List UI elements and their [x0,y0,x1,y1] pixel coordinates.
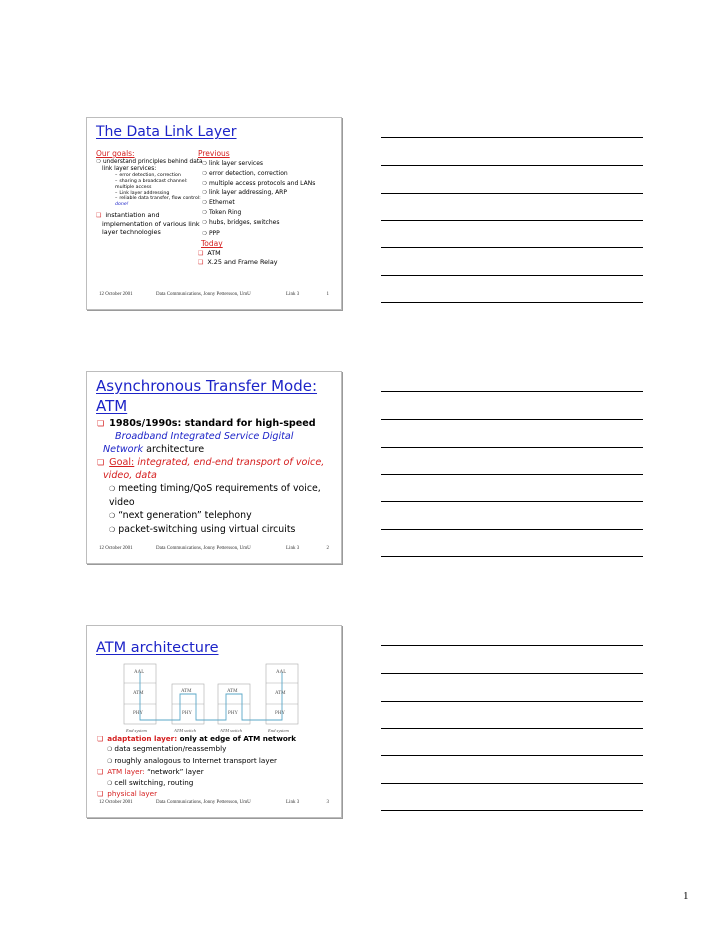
footer-link: Link 3 [286,546,300,551]
previous-item: ❍ link layer addressing, ARP [198,188,336,198]
previous-header: Previous [198,149,230,158]
previous-item: ❍ multiple access protocols and LANs [198,180,336,188]
atm-label: ATM [227,689,238,694]
footer-course: Data Communications, Jonny Pettersson, UmU [156,292,251,297]
goal-subitem: – error detection, correction [96,173,204,179]
phy-label: PHY [228,711,239,716]
footer-date: 12 October 2001 [99,800,133,805]
note-line [381,419,643,420]
page-number: 1 [683,890,689,902]
note-line [381,165,643,166]
note-line [381,556,643,557]
note-line [381,728,643,729]
today-item: ❏ ATM [198,249,336,258]
slide-title: The Data Link Layer [96,124,237,140]
footer-course: Data Communications, Jonny Pettersson, UmU [156,546,251,551]
slide-2 [86,371,342,564]
footer-link: Link 3 [286,292,300,297]
sub-bullet: ❍ “next generation” telephony [97,509,333,523]
node-label: End system [126,728,147,733]
previous-item: ❍ PPP [198,229,336,239]
phy-label: PHY [133,711,144,716]
note-line [381,302,643,303]
previous-item: ❍ error detection, correction [198,169,336,179]
node-label: End system [268,728,289,733]
note-line [381,810,643,811]
slide-footer [99,546,329,556]
bullet-item: ❏ physical layer [97,789,337,799]
goal-subitem: – sharing a broadcast channel: multiple access [96,179,204,190]
sub-bullet: ❍ packet-switching using virtual circuits [97,523,333,537]
sub-bullet: ❍ cell switching, routing [97,778,337,789]
previous-item: ❍ Token Ring [198,208,336,218]
previous-item: ❍ hubs, bridges, switches [198,218,336,228]
slide-3 [86,625,342,818]
footer-date: 12 October 2001 [99,546,133,551]
note-line [381,391,643,392]
atm-label: ATM [275,691,286,696]
node-label: ATM switch [220,728,242,733]
note-line [381,529,643,530]
slide-footer [99,800,329,810]
bullet-item: ❏ ATM layer: “network” layer [97,767,337,777]
previous-item: ❍ Ethernet [198,198,336,208]
slide-body [97,417,333,537]
footer-link: Link 3 [286,800,300,805]
bullet-item: ❏ Goal: integrated, end-end transport of voice, video, data [97,456,333,482]
goal-item: ❏ instantiation and implementation of various link layer technologies [96,211,204,236]
note-line [381,247,643,248]
note-line [381,447,643,448]
note-line [381,783,643,784]
slide-title: Asynchronous Transfer Mode: ATM [96,377,318,415]
aal-label: AAL [134,670,145,675]
slide-1 [86,117,342,310]
goal-item: ❍ understand principles behind data link layer services: [96,159,204,173]
note-line [381,701,643,702]
sub-bullet: ❍ data segmentation/reassembly [97,744,337,755]
slide-body [97,734,337,799]
footer-slide-number: 1 [326,292,329,297]
sub-bullet: ❍ meeting timing/QoS requirements of voice, video [97,482,333,509]
slide-title: ATM architecture [96,640,219,656]
atm-architecture-diagram [120,662,302,734]
bullet-item: ❏ adaptation layer: only at edge of ATM network [97,734,337,744]
atm-label: ATM [133,691,144,696]
footer-slide-number: 3 [326,800,329,805]
goal-subitem: – Link layer addressing [96,191,204,197]
note-line [381,474,643,475]
note-line [381,275,643,276]
previous-column [198,149,336,268]
atm-label: ATM [181,689,192,694]
today-item: ❏ X.25 and Frame Relay [198,258,336,267]
sub-bullet: ❍ roughly analogous to Internet transport layer [97,756,337,767]
goals-column [96,149,204,236]
phy-label: PHY [275,711,286,716]
footer-course: Data Communications, Jonny Pettersson, UmU [156,800,251,805]
phy-label: PHY [182,711,193,716]
note-line [381,673,643,674]
note-line [381,755,643,756]
bullet-item: ❏ 1980s/1990s: standard for high-speed Broadband Integrated Service Digital Network architecture [97,417,333,456]
footer-date: 12 October 2001 [99,292,133,297]
note-line [381,501,643,502]
slide-footer [99,292,329,302]
data-path-line [140,672,282,720]
note-line [381,193,643,194]
goals-header: Our goals: [96,149,135,158]
goal-subitem: – reliable data transfer, flow control: done! [96,196,204,207]
today-header: Today [201,239,223,249]
node-label: ATM switch [174,728,196,733]
footer-slide-number: 2 [326,546,329,551]
note-line [381,645,643,646]
previous-item: ❍ link layer services [198,159,336,169]
note-line [381,137,643,138]
note-line [381,220,643,221]
aal-label: AAL [276,670,287,675]
